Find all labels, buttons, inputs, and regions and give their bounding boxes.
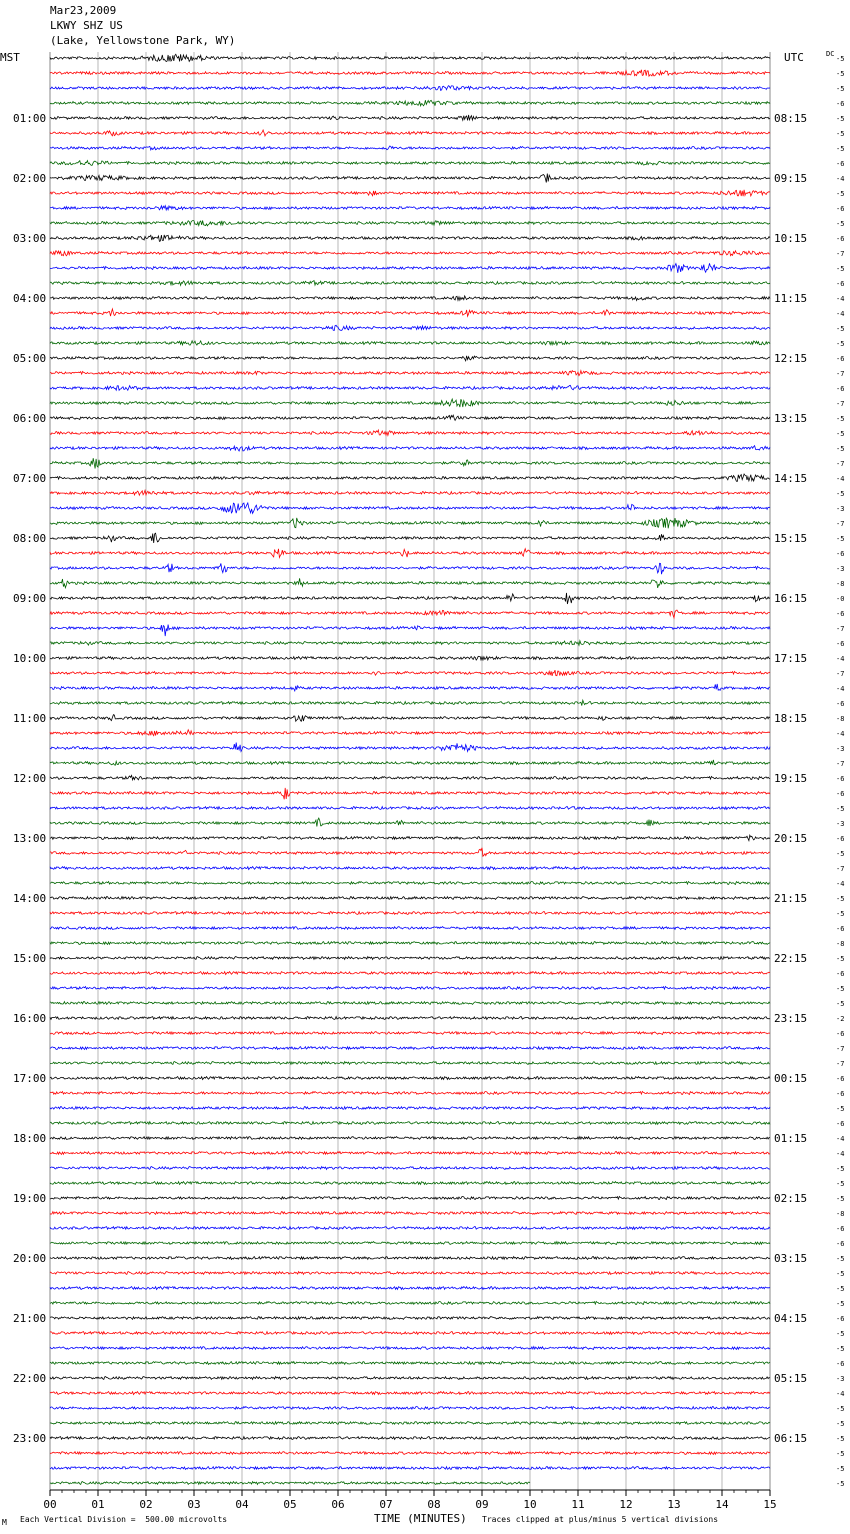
seismic-trace: [50, 474, 770, 481]
seismic-trace: [50, 578, 770, 588]
mst-hour-label: 21:00: [13, 1312, 47, 1325]
seismic-trace: [50, 1077, 770, 1080]
utc-hour-label: 15:15: [774, 532, 808, 545]
dc-offset-label: -6: [836, 1225, 845, 1233]
seismic-trace: [50, 174, 770, 183]
seismic-trace: [50, 371, 770, 376]
left-timezone-label: MST: [0, 51, 20, 64]
seismic-trace: [50, 458, 770, 468]
utc-hour-label: 20:15: [774, 832, 808, 845]
seismic-trace: [50, 912, 770, 915]
dc-offset-label: -7: [836, 520, 845, 528]
utc-hour-label: 11:15: [774, 292, 808, 305]
dc-offset-label: -5: [836, 115, 845, 123]
x-tick-label: 14: [715, 1498, 729, 1511]
seismic-trace: [50, 625, 770, 637]
seismic-trace: [50, 86, 770, 91]
seismic-trace: [50, 684, 770, 691]
dc-offset-label: -7: [836, 760, 845, 768]
dc-offset-label: -5: [836, 1435, 845, 1443]
seismic-trace: [50, 1092, 770, 1095]
seismic-trace: [50, 115, 770, 120]
mst-hour-label: 07:00: [13, 472, 47, 485]
dc-offset-label: -4: [836, 1150, 845, 1158]
dc-offset-label: -5: [836, 895, 845, 903]
seismic-trace: [50, 100, 770, 106]
dc-offset-label: -5: [836, 1480, 845, 1488]
dc-offset-label: -5: [836, 325, 845, 333]
seismic-trace: [50, 1272, 770, 1275]
dc-offset-label: -6: [836, 640, 845, 648]
dc-offset-label: -5: [836, 1180, 845, 1188]
seismic-trace: [50, 1002, 770, 1005]
seismic-trace: [50, 325, 770, 330]
seismic-trace: [50, 593, 770, 604]
dc-offset-label: -4: [836, 175, 845, 183]
seismic-trace: [50, 1302, 770, 1305]
dc-offset-label: -6: [836, 1090, 845, 1098]
utc-hour-label: 04:15: [774, 1312, 808, 1325]
seismic-trace: [50, 788, 770, 799]
mst-hour-label: 23:00: [13, 1432, 47, 1445]
dc-offset-label: -2: [836, 1015, 845, 1023]
x-tick-label: 01: [91, 1498, 105, 1511]
seismic-trace: [50, 897, 770, 900]
plot-date: Mar23,2009: [50, 4, 117, 17]
utc-hour-label: 21:15: [774, 892, 808, 905]
seismic-trace: [50, 296, 770, 301]
utc-hour-label: 02:15: [774, 1192, 808, 1205]
dc-offset-label: -4: [836, 310, 845, 318]
x-axis: [43, 1490, 776, 1511]
x-tick-label: 04: [235, 1498, 249, 1511]
dc-offset-labels: [836, 55, 844, 1488]
seismic-trace: [50, 818, 770, 826]
station-location: (Lake, Yellowstone Park, WY): [50, 34, 236, 47]
dc-offset-label: -3: [836, 565, 845, 573]
seismic-trace: [50, 415, 770, 420]
utc-hour-label: 17:15: [774, 652, 808, 665]
seismic-trace: [50, 1167, 770, 1170]
seismic-trace: [50, 730, 770, 736]
seismic-trace: [50, 1242, 770, 1245]
seismic-trace: [50, 942, 770, 945]
seismic-trace: [50, 549, 770, 558]
dc-offset-label: -7: [836, 460, 845, 468]
utc-hour-label: 08:15: [774, 112, 808, 125]
dc-offset-label: -8: [836, 715, 845, 723]
seismic-trace: [50, 341, 770, 345]
x-tick-label: 07: [379, 1498, 393, 1511]
dc-offset-label: -6: [836, 1030, 845, 1038]
seismic-trace: [50, 1212, 770, 1215]
seismic-trace: [50, 743, 770, 752]
seismic-trace: [50, 533, 770, 543]
dc-offset-label: -7: [836, 670, 845, 678]
x-tick-label: 08: [427, 1498, 441, 1511]
mst-hour-label: 13:00: [13, 832, 47, 845]
mst-hour-label: 08:00: [13, 532, 47, 545]
seismic-trace: [50, 1287, 770, 1290]
dc-offset-label: -5: [836, 415, 845, 423]
seismic-trace: [50, 670, 770, 676]
dc-offset-label: -6: [836, 1075, 845, 1083]
dc-offset-label: -6: [836, 610, 845, 618]
seismic-trace: [50, 807, 770, 810]
dc-offset-label: -5: [836, 910, 845, 918]
dc-offset-label: -5: [836, 145, 845, 153]
mst-hour-label: 20:00: [13, 1252, 47, 1265]
right-timezone-label: UTC: [784, 51, 804, 64]
seismic-trace: [50, 1197, 770, 1200]
seismic-trace: [50, 161, 770, 166]
utc-hour-label: 19:15: [774, 772, 808, 785]
dc-offset-label: -6: [836, 280, 845, 288]
seismic-trace: [50, 1332, 770, 1335]
seismic-trace: [50, 957, 770, 960]
dc-offset-label: -6: [836, 355, 845, 363]
dc-offset-label: -8: [836, 940, 845, 948]
dc-offset-label: -5: [836, 955, 845, 963]
mst-hour-label: 04:00: [13, 292, 47, 305]
dc-offset-label: -6: [836, 790, 845, 798]
utc-hour-label: 16:15: [774, 592, 808, 605]
mst-hour-label: 22:00: [13, 1372, 47, 1385]
mst-hour-labels: [13, 112, 46, 1445]
seismic-trace: [50, 700, 770, 705]
dc-offset-label: -6: [836, 160, 845, 168]
dc-offset-label: -5: [836, 445, 845, 453]
dc-offset-label: -5: [836, 130, 845, 138]
mst-hour-label: 19:00: [13, 1192, 47, 1205]
dc-offset-label: -6: [836, 1360, 845, 1368]
utc-hour-label: 10:15: [774, 232, 808, 245]
seismic-trace: [50, 1317, 770, 1320]
seismic-trace: [50, 1227, 770, 1230]
utc-hour-label: 01:15: [774, 1132, 808, 1145]
scale-note: Each Vertical Division = 500.00 microvolts: [20, 1515, 228, 1524]
seismic-trace: [50, 54, 770, 61]
dc-offset-label: -7: [836, 865, 845, 873]
x-tick-label: 02: [139, 1498, 153, 1511]
mst-hour-label: 17:00: [13, 1072, 47, 1085]
dc-offset-label: -5: [836, 220, 845, 228]
seismic-trace: [50, 972, 770, 975]
seismic-trace: [50, 641, 770, 646]
dc-offset-label: -5: [836, 1420, 845, 1428]
dc-offset-label: -6: [836, 835, 845, 843]
dc-offset-label: -4: [836, 655, 845, 663]
dc-offset-label: -4: [836, 1135, 845, 1143]
dc-offset-label: -5: [836, 1165, 845, 1173]
dc-offset-label: -5: [836, 340, 845, 348]
dc-offset-label: -7: [836, 625, 845, 633]
dc-offset-label: -5: [836, 1000, 845, 1008]
dc-offset-label: -7: [836, 370, 845, 378]
dc-offset-label: -7: [836, 1045, 845, 1053]
dc-offset-label: -5: [836, 430, 845, 438]
dc-offset-label: -5: [836, 1195, 845, 1203]
dc-offset-label: -6: [836, 775, 845, 783]
dc-offset-label: -5: [836, 1405, 845, 1413]
mst-hour-label: 11:00: [13, 712, 47, 725]
seismic-trace: [50, 399, 770, 407]
seismic-trace: [50, 221, 770, 226]
dc-offset-label: -5: [836, 490, 845, 498]
dc-offset-label: -6: [836, 700, 845, 708]
seismic-trace: [50, 356, 770, 361]
dc-offset-label: -5: [836, 1450, 845, 1458]
mst-hour-label: 14:00: [13, 892, 47, 905]
seismic-trace: [50, 1017, 770, 1020]
dc-offset-label: -5: [836, 1270, 845, 1278]
dc-offset-label: -5: [836, 805, 845, 813]
dc-offset-label: -6: [836, 100, 845, 108]
seismic-trace: [50, 430, 770, 435]
seismic-trace: [50, 146, 770, 150]
utc-hour-label: 00:15: [774, 1072, 808, 1085]
seismic-trace: [50, 281, 770, 286]
dc-offset-label: -5: [836, 85, 845, 93]
seismic-trace: [50, 503, 770, 514]
x-tick-label: 15: [763, 1498, 777, 1511]
dc-offset-label: -3: [836, 745, 845, 753]
dc-offset-label: -6: [836, 925, 845, 933]
seismic-trace: [50, 987, 770, 990]
utc-hour-label: 14:15: [774, 472, 808, 485]
mst-hour-label: 09:00: [13, 592, 47, 605]
dc-offset-label: -5: [836, 1255, 845, 1263]
seismic-trace: [50, 518, 770, 528]
seismic-trace: [50, 446, 770, 451]
seismic-trace: [50, 1377, 770, 1380]
seismic-trace: [50, 1257, 770, 1260]
x-tick-label: 06: [331, 1498, 345, 1511]
seismic-trace: [50, 848, 770, 856]
seismic-trace: [50, 130, 770, 136]
dc-offset-label: -6: [836, 385, 845, 393]
mst-hour-label: 18:00: [13, 1132, 47, 1145]
seismic-traces: [50, 54, 770, 1484]
x-axis-title: TIME (MINUTES): [374, 1512, 467, 1525]
seismic-trace: [50, 70, 770, 76]
seismic-trace: [50, 385, 770, 390]
seismic-trace: [50, 1362, 770, 1365]
utc-hour-label: 22:15: [774, 952, 808, 965]
seismic-trace: [50, 1062, 770, 1065]
utc-hour-label: 13:15: [774, 412, 808, 425]
dc-offset-label: -5: [836, 850, 845, 858]
utc-hour-label: 03:15: [774, 1252, 808, 1265]
seismic-trace: [50, 563, 770, 574]
seismic-trace: [50, 1437, 770, 1440]
seismic-trace: [50, 235, 770, 241]
seismic-trace: [50, 1107, 770, 1110]
dc-offset-label: -5: [836, 1330, 845, 1338]
dc-offset-label: -8: [836, 580, 845, 588]
dc-offset-label: -4: [836, 685, 845, 693]
seismic-trace: [50, 882, 770, 885]
dc-offset-label: -6: [836, 550, 845, 558]
seismic-trace: [50, 760, 770, 765]
x-tick-label: 09: [475, 1498, 489, 1511]
seismic-trace: [50, 1032, 770, 1035]
seismic-trace: [50, 490, 770, 495]
dc-offset-label: -6: [836, 970, 845, 978]
x-tick-label: 03: [187, 1498, 201, 1511]
seismic-trace: [50, 1347, 770, 1350]
seismic-trace: [50, 309, 770, 316]
dc-offset-label: -5: [836, 535, 845, 543]
seismic-trace: [50, 206, 770, 210]
corner-mark: M: [2, 1518, 7, 1527]
seismic-trace: [50, 1422, 770, 1425]
utc-hour-label: 12:15: [774, 352, 808, 365]
station-code: LKWY SHZ US: [50, 19, 123, 32]
dc-offset-label: -6: [836, 205, 845, 213]
dc-offset-label: -6: [836, 1120, 845, 1128]
dc-offset-label: -5: [836, 985, 845, 993]
dc-offset-label: -5: [836, 190, 845, 198]
mst-hour-label: 16:00: [13, 1012, 47, 1025]
seismic-trace: [50, 867, 770, 870]
dc-offset-label: -5: [836, 1285, 845, 1293]
seismic-trace: [50, 1182, 770, 1185]
utc-hour-label: 09:15: [774, 172, 808, 185]
x-tick-label: 12: [619, 1498, 633, 1511]
mst-hour-label: 06:00: [13, 412, 47, 425]
dc-offset-label: -4: [836, 1390, 845, 1398]
seismic-trace: [50, 1467, 770, 1470]
dc-offset-label: -4: [836, 880, 845, 888]
seismic-trace: [50, 1152, 770, 1155]
x-tick-label: 05: [283, 1498, 297, 1511]
dc-offset-label: -5: [836, 1345, 845, 1353]
mst-hour-label: 01:00: [13, 112, 47, 125]
utc-hour-label: 05:15: [774, 1372, 808, 1385]
dc-offset-label: -5: [836, 70, 845, 78]
x-tick-label: 00: [43, 1498, 57, 1511]
seismic-trace: [50, 1137, 770, 1140]
seismic-trace: [50, 1392, 770, 1395]
dc-offset-label: -3: [836, 820, 845, 828]
seismic-trace: [50, 835, 770, 840]
utc-hour-label: 06:15: [774, 1432, 808, 1445]
seismic-trace: [50, 190, 770, 196]
dc-offset-label: -3: [836, 505, 845, 513]
seismic-trace: [50, 1452, 770, 1455]
clip-note: Traces clipped at plus/minus 5 vertical divisions: [482, 1515, 719, 1524]
seismic-trace: [50, 927, 770, 930]
utc-hour-labels: [774, 112, 807, 1445]
seismic-trace: [50, 775, 770, 779]
seismic-trace: [50, 1407, 770, 1410]
mst-hour-label: 15:00: [13, 952, 47, 965]
dc-offset-label: -6: [836, 235, 845, 243]
x-tick-label: 13: [667, 1498, 681, 1511]
seismic-trace: [50, 1122, 770, 1125]
seismic-trace: [50, 715, 770, 722]
seismic-trace: [50, 1047, 770, 1050]
dc-offset-label: -5: [836, 265, 845, 273]
dc-offset-label: -7: [836, 1060, 845, 1068]
mst-hour-label: 03:00: [13, 232, 47, 245]
mst-hour-label: 12:00: [13, 772, 47, 785]
utc-hour-label: 23:15: [774, 1012, 808, 1025]
dc-offset-label: -7: [836, 250, 845, 258]
mst-hour-label: 05:00: [13, 352, 47, 365]
dc-offset-label: -3: [836, 1375, 845, 1383]
x-tick-label: 10: [523, 1498, 537, 1511]
dc-offset-label: -6: [836, 1240, 845, 1248]
seismic-trace: [50, 610, 770, 618]
dc-offset-label: -5: [836, 1300, 845, 1308]
dc-header-label: DC: [826, 50, 835, 58]
x-tick-label: 11: [571, 1498, 585, 1511]
dc-offset-label: -7: [836, 400, 845, 408]
dc-offset-label: -4: [836, 730, 845, 738]
seismic-trace: [50, 656, 770, 660]
dc-offset-label: -5: [836, 55, 845, 63]
mst-hour-label: 02:00: [13, 172, 47, 185]
dc-offset-label: -4: [836, 295, 845, 303]
dc-offset-label: -4: [836, 475, 845, 483]
utc-hour-label: 18:15: [774, 712, 808, 725]
dc-offset-label: -5: [836, 1465, 845, 1473]
dc-offset-label: -8: [836, 1210, 845, 1218]
dc-offset-label: -6: [836, 1315, 845, 1323]
seismic-trace: [50, 263, 770, 273]
dc-offset-label: -5: [836, 1105, 845, 1113]
dc-offset-label: -0: [836, 595, 845, 603]
seismic-trace: [50, 251, 770, 256]
mst-hour-label: 10:00: [13, 652, 47, 665]
